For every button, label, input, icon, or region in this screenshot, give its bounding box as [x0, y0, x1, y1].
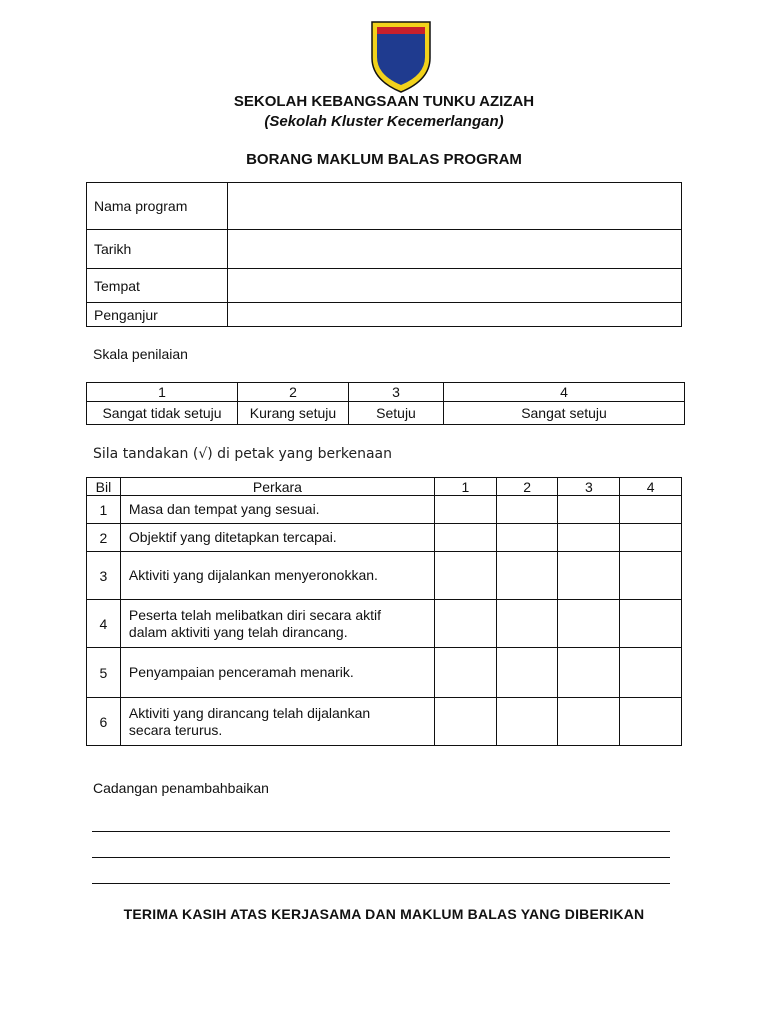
rating-cell-3[interactable] [558, 600, 620, 648]
rating-cell-3[interactable] [558, 648, 620, 698]
table-row [87, 496, 682, 524]
suggestion-label: Cadangan penambahbaikan [93, 780, 269, 796]
rating-cell-1[interactable] [434, 648, 496, 698]
school-crest-icon [368, 18, 434, 94]
rating-cell-1[interactable] [434, 496, 496, 524]
scale-number-4: 4 [444, 383, 685, 402]
rating-cell-2[interactable] [496, 698, 558, 746]
row-number: 2 [87, 524, 121, 552]
header-3: 3 [558, 478, 620, 496]
rating-cell-3[interactable] [558, 524, 620, 552]
thanks-message: TERIMA KASIH ATAS KERJASAMA DAN MAKLUM BALAS YANG DIBERIKAN [123, 906, 645, 922]
scale-text-1: Sangat tidak setuju [87, 402, 238, 425]
scale-text-4: Sangat setuju [444, 402, 685, 425]
info-field-organizer[interactable] [228, 303, 682, 327]
row-number: 1 [87, 496, 121, 524]
rating-cell-1[interactable] [434, 552, 496, 600]
rating-cell-3[interactable] [558, 698, 620, 746]
info-label-date: Tarikh [87, 230, 228, 269]
instruction-text: Sila tandakan (√) di petak yang berkenaan [93, 446, 392, 462]
info-label-organizer: Penganjur [87, 303, 228, 327]
scale-text-2: Kurang setuju [238, 402, 349, 425]
rating-cell-4[interactable] [620, 600, 682, 648]
rating-cell-2[interactable] [496, 600, 558, 648]
scale-text-3: Setuju [349, 402, 444, 425]
table-row [87, 698, 682, 746]
program-info-table [86, 182, 682, 327]
suggestion-line-1[interactable] [92, 831, 670, 832]
rating-cell-2[interactable] [496, 496, 558, 524]
row-number: 3 [87, 552, 121, 600]
header-4: 4 [620, 478, 682, 496]
rating-scale-table [86, 382, 685, 425]
row-text: Aktiviti yang dijalankan menyeronokkan. [120, 552, 434, 600]
form-title: BORANG MAKLUM BALAS PROGRAM [246, 151, 522, 168]
rating-cell-4[interactable] [620, 496, 682, 524]
row-number: 5 [87, 648, 121, 698]
info-label-place: Tempat [87, 269, 228, 303]
info-field-place[interactable] [228, 269, 682, 303]
school-name: SEKOLAH KEBANGSAAN TUNKU AZIZAH [233, 93, 535, 110]
school-subtitle: (Sekolah Kluster Kecemerlangan) [264, 113, 504, 130]
scale-number-1: 1 [87, 383, 238, 402]
rating-cell-2[interactable] [496, 648, 558, 698]
suggestion-line-3[interactable] [92, 883, 670, 884]
rating-cell-4[interactable] [620, 524, 682, 552]
evaluation-table [86, 477, 682, 746]
row-text: Peserta telah melibatkan diri secara aktif dalam aktiviti yang telah dirancang. [120, 600, 434, 648]
rating-cell-1[interactable] [434, 600, 496, 648]
rating-cell-3[interactable] [558, 496, 620, 524]
info-field-program[interactable] [228, 183, 682, 230]
rating-cell-1[interactable] [434, 698, 496, 746]
scale-label: Skala penilaian [93, 346, 188, 362]
rating-cell-1[interactable] [434, 524, 496, 552]
rating-cell-4[interactable] [620, 648, 682, 698]
header-2: 2 [496, 478, 558, 496]
rating-cell-4[interactable] [620, 552, 682, 600]
header-1: 1 [434, 478, 496, 496]
scale-number-2: 2 [238, 383, 349, 402]
row-text: Objektif yang ditetapkan tercapai. [120, 524, 434, 552]
suggestion-line-2[interactable] [92, 857, 670, 858]
scale-number-3: 3 [349, 383, 444, 402]
table-row [87, 600, 682, 648]
table-row [87, 552, 682, 600]
info-label-program: Nama program [87, 183, 228, 230]
row-number: 4 [87, 600, 121, 648]
table-row [87, 648, 682, 698]
table-row [87, 524, 682, 552]
row-text: Penyampaian penceramah menarik. [120, 648, 434, 698]
rating-cell-2[interactable] [496, 552, 558, 600]
rating-cell-3[interactable] [558, 552, 620, 600]
row-text: Masa dan tempat yang sesuai. [120, 496, 434, 524]
header-perkara: Perkara [120, 478, 434, 496]
rating-cell-4[interactable] [620, 698, 682, 746]
header-bil: Bil [87, 478, 121, 496]
rating-cell-2[interactable] [496, 524, 558, 552]
info-field-date[interactable] [228, 230, 682, 269]
row-text: Aktiviti yang dirancang telah dijalankan secara terurus. [120, 698, 434, 746]
row-number: 6 [87, 698, 121, 746]
